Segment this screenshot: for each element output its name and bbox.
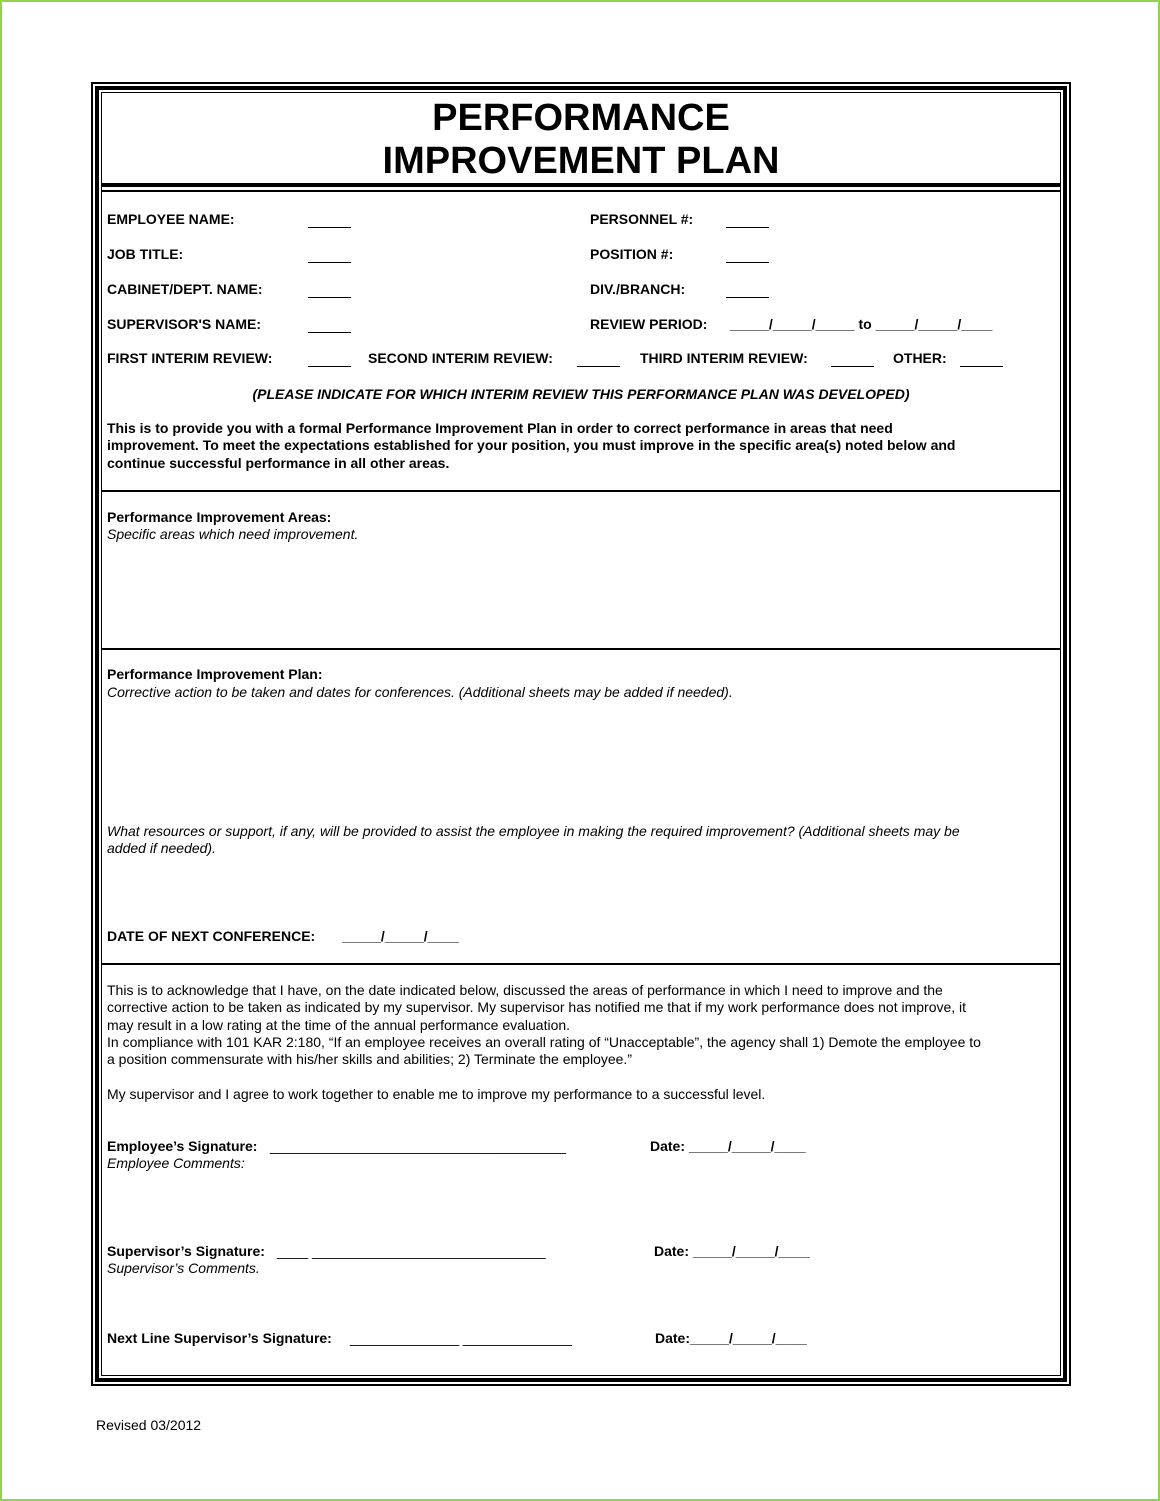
review-period-dates[interactable]: _____/_____/_____ to _____/_____/____	[730, 316, 993, 332]
supervisor-signature-label: Supervisor’s Signature:	[107, 1243, 265, 1259]
section-divider	[101, 963, 1061, 965]
acknowledgement-line: a position commensurate with his/her skills and abilities; 2) Terminate the employee.”	[107, 1051, 632, 1068]
plan-subtitle: Corrective action to be taken and dates for conferences. (Additional sheets may be added if needed).	[107, 684, 733, 700]
areas-subtitle: Specific areas which need improvement.	[107, 526, 359, 542]
acknowledgement-line: may result in a low rating at the time of the annual performance evaluation.	[107, 1016, 571, 1033]
supervisor-name-label: SUPERVISOR'S NAME:	[107, 316, 261, 332]
employee-signature-line[interactable]: ______________________________________	[270, 1138, 566, 1154]
other-label: OTHER:	[893, 350, 947, 366]
div-branch-blank[interactable]	[726, 297, 769, 298]
employee-signature-date[interactable]: Date: _____/_____/____	[650, 1138, 806, 1154]
position-number-blank[interactable]	[726, 262, 769, 263]
position-number-label: POSITION #:	[590, 246, 674, 262]
title-divider-thin	[101, 190, 1061, 192]
employee-name-blank[interactable]	[308, 227, 351, 228]
second-interim-blank[interactable]	[577, 366, 620, 367]
first-interim-label: FIRST INTERIM REVIEW:	[107, 350, 273, 366]
supervisor-name-blank[interactable]	[308, 332, 351, 333]
resources-question	[107, 823, 960, 858]
supervisor-signature-line[interactable]: ____ ______________________________	[277, 1243, 546, 1259]
revision-note: Revised 03/2012	[96, 1417, 202, 1433]
interim-note: (PLEASE INDICATE FOR WHICH INTERIM REVIEW THIS PERFORMANCE PLAN WAS DEVELOPED)	[252, 386, 910, 402]
intro-paragraph	[107, 420, 955, 472]
personnel-number-label: PERSONNEL #:	[590, 211, 694, 227]
acknowledgement-line: In compliance with 101 KAR 2:180, “If an employee receives an overall rating of “Unacceptable”, the agency shall 1) Demote the employee to	[107, 1033, 981, 1050]
next-line-supervisor-label: Next Line Supervisor’s Signature:	[107, 1330, 332, 1346]
job-title-blank[interactable]	[308, 262, 351, 263]
acknowledgement-line: corrective action to be taken as indicated by my supervisor. My supervisor has notified me that if my work performance does not improve, it	[107, 999, 967, 1016]
employee-comments-label: Employee Comments:	[107, 1155, 245, 1171]
div-branch-label: DIV./BRANCH:	[590, 281, 686, 297]
title-divider	[101, 183, 1061, 187]
employee-name-label: EMPLOYEE NAME:	[107, 211, 235, 227]
third-interim-blank[interactable]	[831, 366, 874, 367]
dept-name-label: CABINET/DEPT. NAME:	[107, 281, 263, 297]
third-interim-label: THIRD INTERIM REVIEW:	[640, 350, 808, 366]
dept-name-blank[interactable]	[308, 297, 351, 298]
acknowledgement-paragraph	[107, 982, 981, 1068]
agreement-statement: My supervisor and I agree to work together to enable me to improve my performance to a successful level.	[107, 1086, 766, 1102]
job-title-label: JOB TITLE:	[107, 246, 184, 262]
next-conference-date[interactable]: _____/_____/____	[342, 928, 459, 944]
section-divider	[101, 648, 1061, 650]
resources-line: What resources or support, if any, will be provided to assist the employee in making the required improvement? (Additional sheets may be	[107, 823, 960, 839]
intro-line: continue successful performance in all other areas.	[107, 454, 450, 471]
title-line-2: IMPROVEMENT PLAN	[382, 140, 780, 182]
other-blank[interactable]	[960, 366, 1003, 367]
areas-heading: Performance Improvement Areas:	[107, 509, 332, 525]
title-line-1: PERFORMANCE	[432, 97, 730, 139]
next-line-supervisor-line[interactable]: ______________ ______________	[350, 1330, 572, 1346]
employee-signature-label: Employee’s Signature:	[107, 1138, 258, 1154]
next-line-supervisor-date[interactable]: Date:_____/_____/____	[655, 1330, 807, 1346]
next-conference-label: DATE OF NEXT CONFERENCE:	[107, 928, 316, 944]
supervisor-comments-label: Supervisor’s Comments.	[107, 1260, 260, 1276]
acknowledgement-line: This is to acknowledge that I have, on the date indicated below, discussed the areas of performance in which I need to improve and the	[107, 982, 943, 998]
supervisor-signature-date[interactable]: Date: _____/_____/____	[654, 1243, 810, 1259]
plan-heading: Performance Improvement Plan:	[107, 666, 323, 682]
section-divider	[101, 490, 1061, 492]
resources-line: added if needed).	[107, 840, 216, 857]
personnel-number-blank[interactable]	[726, 227, 769, 228]
intro-line: This is to provide you with a formal Performance Improvement Plan in order to correct performance in areas that need	[107, 420, 893, 436]
second-interim-label: SECOND INTERIM REVIEW:	[368, 350, 553, 366]
intro-line: improvement. To meet the expectations established for your position, you must improve in the specific area(s) noted below and	[107, 437, 956, 454]
review-period-label: REVIEW PERIOD:	[590, 316, 708, 332]
form-title	[101, 97, 1061, 183]
first-interim-blank[interactable]	[308, 366, 351, 367]
